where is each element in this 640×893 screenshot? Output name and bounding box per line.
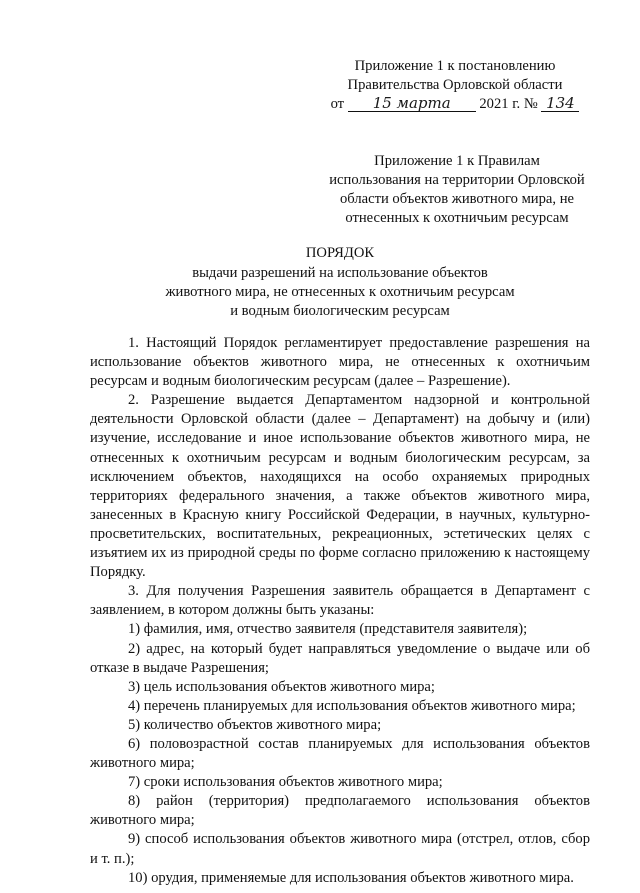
appendix-2-header (318, 152, 596, 228)
title-main: ПОРЯДОК (305, 245, 375, 261)
document-body (90, 334, 590, 888)
list-item: 7) сроки использования объектов животного мира; (128, 774, 443, 791)
list-item: 2) адрес, на который будет направляться уведомление о выдаче или об отказе в выдаче Разрешения; (90, 640, 590, 676)
year-text: 2021 г. № (479, 96, 538, 112)
list-item: 1) фамилия, имя, отчество заявителя (представителя заявителя); (128, 621, 528, 638)
document-title (90, 244, 590, 321)
appendix-1-line: Приложение 1 к постановлению (354, 58, 556, 74)
appendix-2-line: области объектов животного мира, не (340, 191, 574, 207)
paragraph: 3. Для получения Разрешения заявитель обращается в Департамент с заявлением, в котором должны быть указаны: (90, 583, 590, 619)
appendix-2-line: Приложение 1 к Правилам (374, 153, 540, 169)
appendix-1-header (330, 57, 580, 114)
list-item: 6) половозрастной состав планируемых для использования объектов животного мира; (90, 735, 590, 772)
paragraph: 2. Разрешение выдается Департаментом надзорной и контрольной деятельности Орловской области (далее – Департамент) на добычу и (или) изучение, исследование и иное использование объектов животного мира, не отнесенных к охотничьим ресурсам и водным биологическим ресурсам, за исключением объектов, находящихся на особо охраняемых природных территориях федерального значения, а также объектов животного мира, занесенных в Красную книгу Российской Федерации, в научных, культурно-просветительских, воспитательных, рекреационных, эстетических целях с изъятием их из природной среды по форме согласно приложению к настоящему Порядку. (90, 392, 590, 581)
handwritten-date: 15 марта (348, 96, 476, 112)
appendix-2-line: отнесенных к охотничьим ресурсам (345, 210, 569, 226)
list-item: 8) район (территория) предполагаемого использования объектов животного мира; (90, 793, 590, 829)
list-item: 10) орудия, применяемые для использования объектов животного мира. (128, 869, 574, 886)
title-subtitle-line: выдачи разрешений на использование объектов (192, 265, 488, 281)
list-item: 9) способ использования объектов животного мира (отстрел, отлов, сбор и т. п.); (90, 831, 590, 867)
date-prefix: от (330, 96, 345, 112)
appendix-1-line: Правительства Орловской области (347, 77, 563, 93)
list-item: 4) перечень планируемых для использования объектов животного мира; (128, 697, 576, 714)
title-subtitle-line: животного мира, не отнесенных к охотничьим ресурсам (165, 284, 515, 300)
appendix-2-line: использования на территории Орловской (329, 172, 585, 188)
list-item: 3) цель использования объектов животного мира; (128, 678, 435, 695)
title-subtitle-line: и водным биологическим ресурсам (230, 303, 450, 319)
handwritten-number: 134 (541, 96, 579, 112)
list-item: 5) количество объектов животного мира; (128, 716, 382, 733)
paragraph: 1. Настоящий Порядок регламентирует предоставление разрешения на использование объектов животного мира, не отнесенных к охотничьим ресурсам и водным биологическим ресурсам (далее – Разрешение). (90, 335, 590, 390)
resolution-date-line (330, 95, 580, 114)
